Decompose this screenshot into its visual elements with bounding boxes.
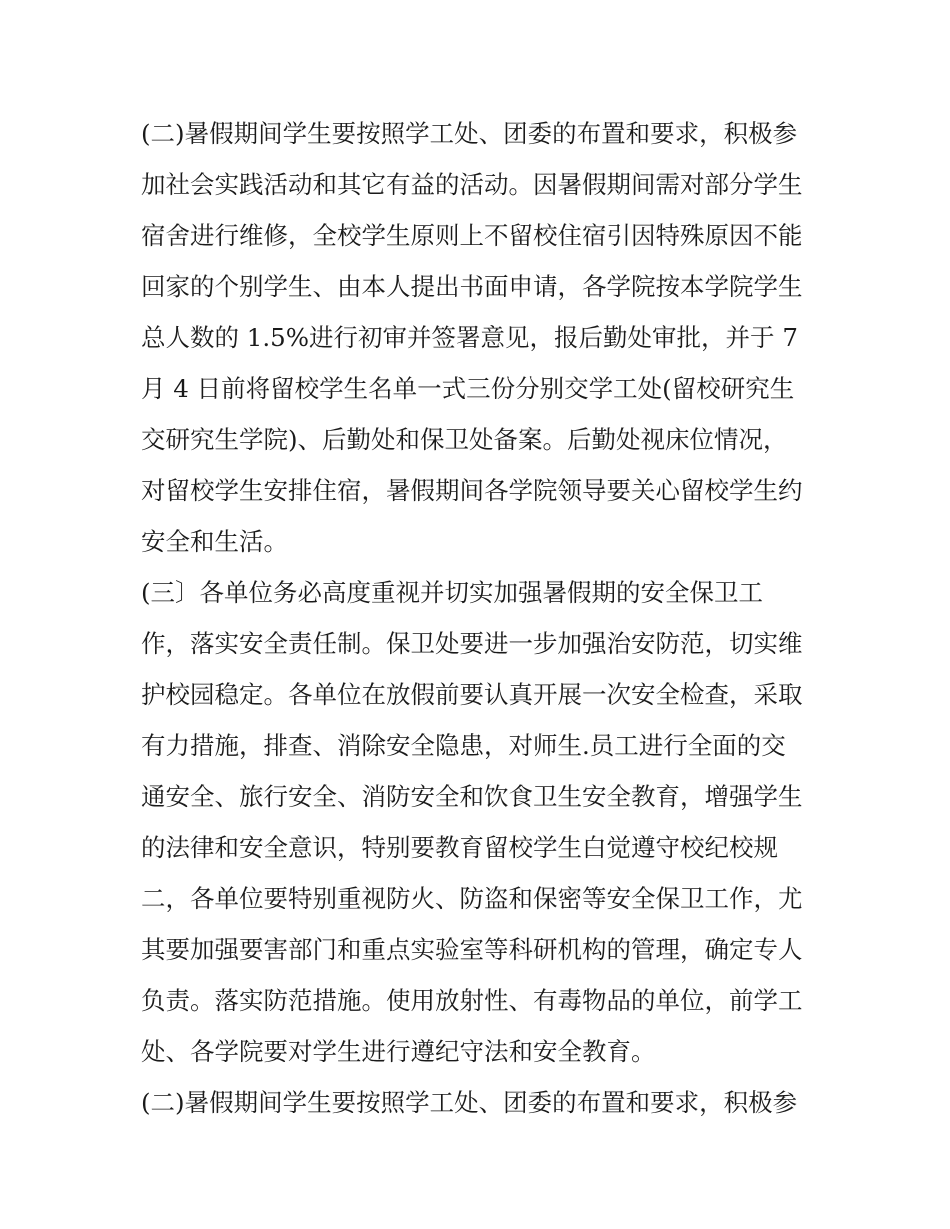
text-line: 交研究生学院)、后勤处和保卫处备案。后勤处视床位情况，	[141, 425, 788, 454]
text-line: 安全和生活。	[141, 527, 288, 556]
text-line: 宿舍进行维修，全校学生原则上不留校住宿引因特殊原因不能	[141, 221, 803, 250]
text-line: 的法律和安全意识，特别要教育留校学生白觉遵守校纪校规	[141, 833, 778, 862]
text-line: (三〕各单位务必高度重视并切实加强暑假期的安全保卫工	[141, 578, 764, 607]
text-line: 通安全、旅行安全、消防安全和饮食卫生安全教育，增强学生	[141, 782, 803, 811]
text-line: (二)暑假期间学生要按照学工处、团委的布置和要求，积极参	[141, 119, 798, 148]
text-line: 有力措施，排查、消除安全隐患，对师生.员工进行全面的交	[141, 731, 786, 760]
text-line: 其要加强要害部门和重点实验室等科研机构的管理，确定专人	[141, 935, 803, 964]
text-line: (二)暑假期间学生要按照学工处、团委的布置和要求，积极参	[141, 1088, 798, 1117]
body-text	[141, 108, 821, 1128]
text-line: 总人数的 1.5%进行初审并签署意见，报后勤处审批，并于 7	[141, 323, 798, 352]
text-line: 加社会实践活动和其它有益的活动。因暑假期间需对部分学生	[141, 170, 803, 199]
text-line: 作，落实安全责任制。保卫处要进一步加强治安防范，切实维	[141, 629, 803, 658]
text-line: 月 4 日前将留校学生名单一式三份分别交学工处(留校研究生	[141, 374, 795, 403]
text-line: 负责。落实防范措施。使用放射性、有毒物品的单位，前学工	[141, 986, 803, 1015]
text-line: 护校园稳定。各单位在放假前要认真开展一次安全检查，采取	[141, 680, 803, 709]
text-line: 对留校学生安排住宿，暑假期间各学院领导要关心留校学生约	[141, 476, 803, 505]
text-line: 回家的个别学生、由本人提出书面申请，各学院按本学院学生	[141, 272, 803, 301]
text-line: 二，各单位要特别重视防火、防盗和保密等安全保卫工作，尤	[141, 884, 803, 913]
text-line: 处、各学院要对学生进行遵纪守法和安全教育。	[141, 1037, 656, 1066]
